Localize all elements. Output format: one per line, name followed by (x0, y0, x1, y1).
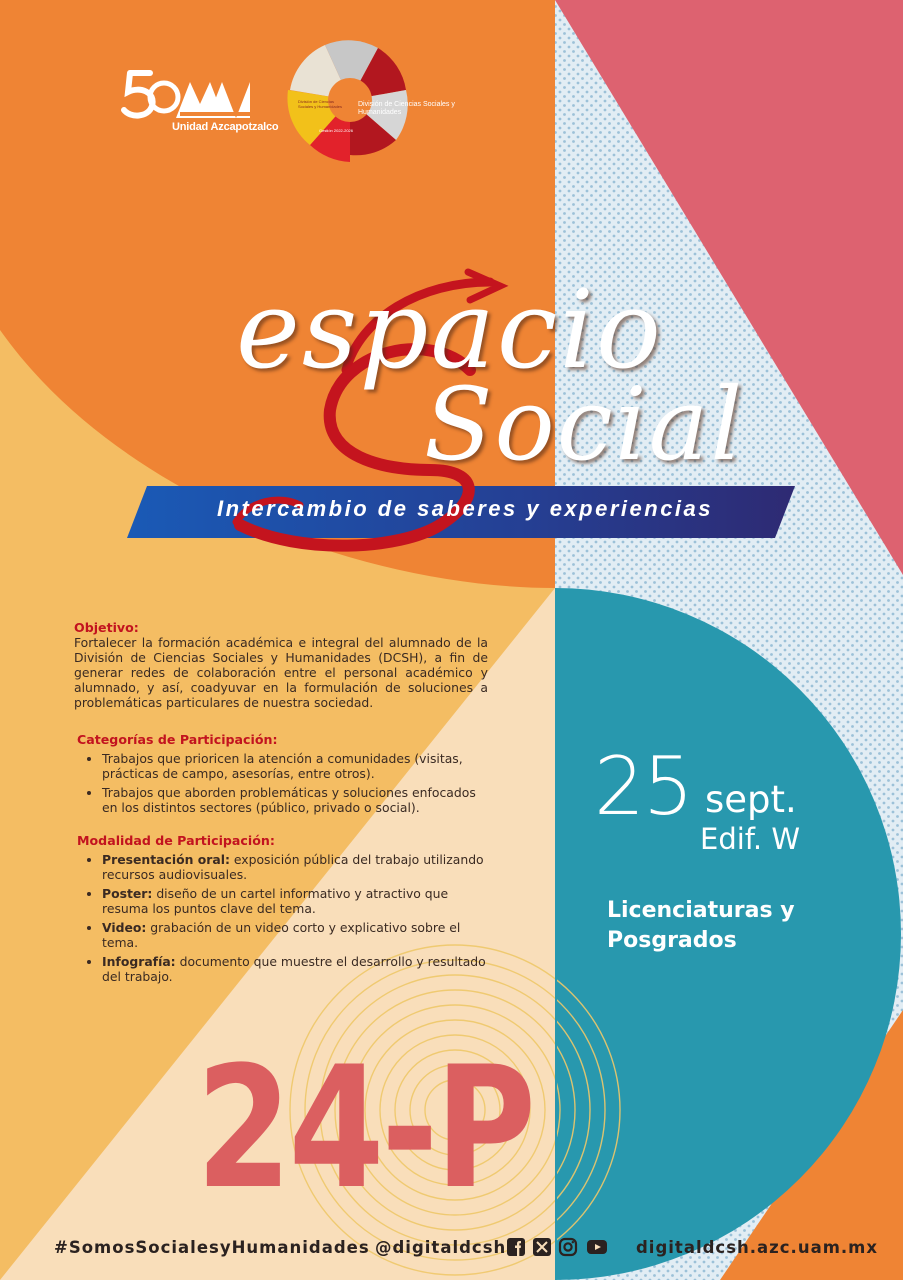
info-block (74, 620, 488, 988)
event-month: sept. (705, 778, 797, 821)
categories-list (74, 751, 488, 815)
dcsh-logo-mini-text: División de Ciencias Sociales y Humanidades (298, 99, 343, 109)
modality-item (102, 886, 488, 916)
objective-heading: Objetivo: (74, 620, 139, 635)
modality-item (102, 852, 488, 882)
dcsh-logo-period: Gestión 2022-2026 (318, 128, 354, 133)
youtube-icon[interactable] (586, 1237, 608, 1257)
modality-term: Video: (102, 920, 147, 935)
modality-term: Poster: (102, 886, 153, 901)
event-day: 25 (594, 740, 692, 833)
footer-website[interactable]: digitaldcsh.azc.uam.mx (636, 1238, 879, 1257)
modality-desc: exposición pública del trabajo utilizando recursos audiovisuales. (102, 852, 484, 882)
footer-hashtag: #SomosSocialesyHumanidades (54, 1238, 370, 1257)
modality-term: Infografía: (102, 954, 176, 969)
title-line-1: espacio (236, 268, 663, 393)
category-item: • Trabajos que prioricen la atención a comunidades (visitas, prácticas de campo, asesorías, entre otros). (102, 751, 488, 781)
modality-term: Presentación oral: (102, 852, 230, 867)
categories-heading: Categorías de Participación: (77, 732, 278, 747)
modality-item (102, 954, 488, 984)
modality-desc: diseño de un cartel informativo y atractivo que resuma los puntos clave del tema. (102, 886, 449, 916)
instagram-icon[interactable] (558, 1237, 578, 1257)
footer-handle[interactable]: @digitaldcsh (375, 1238, 507, 1257)
objective-text: Fortalecer la formación académica e integral del alumnado de la División de Ciencias Sociales y Humanidades (DCSH), a fin de generar redes de colaboración entre el personal académico y alumnado, y así, coadyuvar en la formulación de soluciones a problemáticas particulares de nuestra sociedad. (74, 635, 488, 710)
uam-unit-name: Unidad Azcapotzalco (172, 121, 279, 133)
modality-item (102, 920, 488, 950)
modalities-heading: Modalidad de Participación: (77, 833, 275, 848)
event-code: 24-P (196, 1030, 533, 1226)
modality-desc: grabación de un video corto y explicativo sobre el tema. (102, 920, 461, 950)
title-subtitle: Intercambio de saberes y experiencias (216, 496, 714, 521)
modality-desc: documento que muestre el desarrollo y resultado del trabajo. (102, 954, 486, 984)
category-item: • Trabajos que aborden problemáticas y soluciones enfocados en los distintos sectores (público, privado o social). (102, 785, 488, 815)
facebook-icon[interactable] (506, 1237, 526, 1257)
x-icon[interactable] (532, 1237, 552, 1257)
event-levels: Licenciaturas y Posgrados (607, 898, 795, 953)
bg-teal-edge-cover (555, 940, 557, 1280)
title-line-2: Social (424, 366, 745, 483)
dcsh-division-name: División de Ciencias Sociales y Humanidades (358, 101, 455, 116)
event-place: Edif. W (700, 822, 800, 856)
modalities-list (74, 852, 488, 984)
